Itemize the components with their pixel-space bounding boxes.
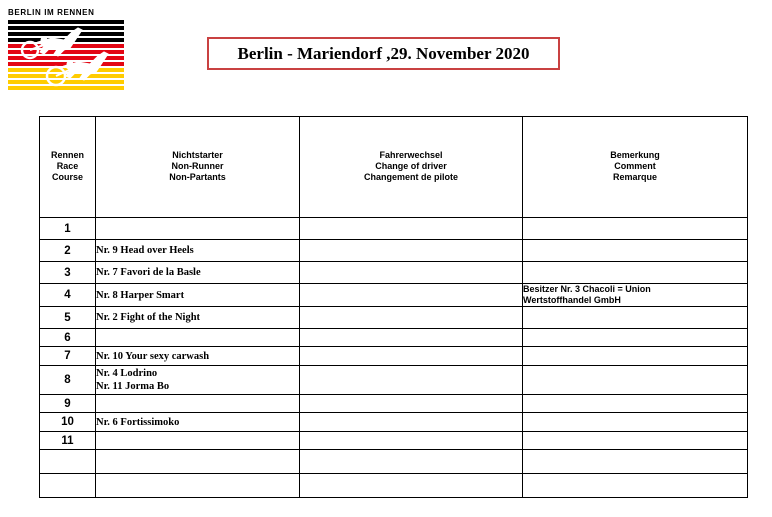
comment-line: Wertstoffhandel GmbH — [523, 295, 621, 305]
comment-cell — [523, 307, 748, 329]
trotting-horse-icon — [8, 20, 124, 92]
page-title: Berlin - Mariendorf ,29. November 2020 — [237, 43, 530, 63]
race-number: 5 — [40, 307, 96, 329]
comment-cell — [523, 218, 748, 240]
table-row — [40, 413, 748, 432]
nonrunner-cell — [96, 307, 300, 329]
comment-cell — [523, 395, 748, 413]
driver-change-cell — [300, 432, 523, 450]
berlin-im-rennen-logo — [8, 8, 124, 94]
nonrunner-entry: Nr. 2 Fight of the Night — [96, 312, 201, 323]
driver-change-cell — [300, 240, 523, 262]
race-number: 7 — [40, 347, 96, 366]
nonrunner-entry: Nr. 10 Your sexy carwash — [96, 350, 210, 362]
race-number: 1 — [40, 218, 96, 240]
comment-cell — [523, 284, 748, 307]
comment-cell — [523, 474, 748, 498]
race-number — [40, 450, 96, 474]
logo-stripe — [8, 26, 124, 30]
header-nonrunner: Nichtstarter Non-Runner Non-Partants — [96, 117, 300, 218]
header-race: Rennen Race Course — [40, 117, 96, 218]
driver-change-cell — [300, 347, 523, 366]
table-row — [40, 432, 748, 450]
logo-stripe — [8, 20, 124, 24]
nonrunner-cell — [96, 413, 300, 432]
race-number: 6 — [40, 329, 96, 347]
driver-change-cell — [300, 284, 523, 307]
table-row — [40, 284, 748, 307]
race-number: 11 — [40, 432, 96, 450]
table-row — [40, 450, 748, 474]
nonrunner-entry: Nr. 11 Jorma Bo — [96, 381, 170, 392]
comment-line: Besitzer Nr. 3 Chacoli = Union — [523, 284, 651, 294]
comment-cell — [523, 262, 748, 284]
logo-stripe — [8, 86, 124, 90]
race-number: 2 — [40, 240, 96, 262]
nonrunner-table — [39, 116, 748, 498]
nonrunner-cell — [96, 366, 300, 395]
nonrunner-cell — [96, 450, 300, 474]
header-driver-change: Fahrerwechsel Change of driver Changement de pilote — [300, 117, 523, 218]
table-row — [40, 366, 748, 395]
comment-cell — [523, 413, 748, 432]
nonrunner-entry: Nr. 6 Fortissimoko — [96, 416, 180, 428]
nonrunner-cell — [96, 262, 300, 284]
race-number — [40, 474, 96, 498]
table-row — [40, 474, 748, 498]
table-row — [40, 395, 748, 413]
header-row — [40, 117, 748, 218]
race-number: 3 — [40, 262, 96, 284]
driver-change-cell — [300, 262, 523, 284]
comment-cell — [523, 432, 748, 450]
nonrunner-entry: Nr. 4 Lodrino — [96, 368, 158, 379]
driver-change-cell — [300, 329, 523, 347]
nonrunner-cell — [96, 240, 300, 262]
table-row — [40, 240, 748, 262]
logo-stripe — [8, 80, 124, 84]
table-row — [40, 347, 748, 366]
comment-cell — [523, 366, 748, 395]
driver-change-cell — [300, 474, 523, 498]
table-row — [40, 307, 748, 329]
race-number: 4 — [40, 284, 96, 307]
logo-text: BERLIN IM RENNEN — [8, 8, 95, 17]
nonrunner-cell — [96, 329, 300, 347]
driver-change-cell — [300, 307, 523, 329]
race-number: 10 — [40, 413, 96, 432]
nonrunner-cell — [96, 395, 300, 413]
driver-change-cell — [300, 218, 523, 240]
nonrunner-cell — [96, 284, 300, 307]
table-row — [40, 262, 748, 284]
comment-cell — [523, 240, 748, 262]
driver-change-cell — [300, 413, 523, 432]
nonrunner-cell — [96, 432, 300, 450]
driver-change-cell — [300, 450, 523, 474]
nonrunner-entry: Nr. 8 Harper Smart — [96, 289, 185, 301]
nonrunner-entry: Nr. 7 Favori de la Basle — [96, 267, 201, 278]
table-row — [40, 329, 748, 347]
comment-cell — [523, 347, 748, 366]
nonrunner-entry: Nr. 9 Head over Heels — [96, 245, 194, 256]
title-box — [207, 37, 560, 70]
driver-change-cell — [300, 366, 523, 395]
race-number: 9 — [40, 395, 96, 413]
race-number: 8 — [40, 366, 96, 395]
header-comment: Bemerkung Comment Remarque — [523, 117, 748, 218]
comment-cell — [523, 450, 748, 474]
nonrunner-cell — [96, 474, 300, 498]
table-row — [40, 218, 748, 240]
driver-change-cell — [300, 395, 523, 413]
logo-stripe — [8, 32, 124, 36]
nonrunner-cell — [96, 218, 300, 240]
nonrunner-cell — [96, 347, 300, 366]
comment-cell — [523, 329, 748, 347]
